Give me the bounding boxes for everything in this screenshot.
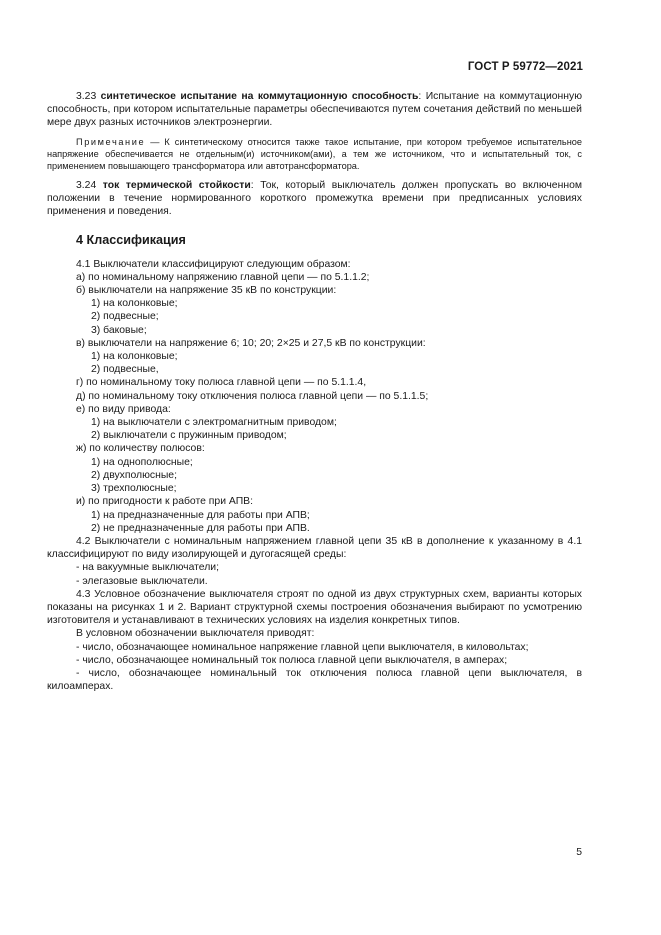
- list-item: 4.3 Условное обозначение выключателя строят по одной из двух структурных схем, варианты которых показаны на рисунках 1 и 2. Вариант структурной схемы построения обозначения выбирают по усмотрению изготовителя и устанавливают в технических условиях на изделия конкретных типов.: [47, 588, 582, 627]
- list-item: 1) на предназначенные для работы при АПВ;: [91, 509, 310, 521]
- list-item: и) по пригодности к работе при АПВ:: [76, 496, 253, 508]
- list-item: - на вакуумные выключатели;: [76, 562, 219, 574]
- list-item: 4.2 Выключатели с номинальным напряжением главной цепи 35 кВ в дополнение к указанному в 4.1 классифицируют по виду изолирующей и дугогасящей среды:: [47, 535, 582, 561]
- standard-code: ГОСТ Р 59772—2021: [467, 61, 583, 73]
- list-item: В условном обозначении выключателя приводят:: [76, 628, 315, 640]
- note-text: — К синтетическому относится также такое испытание, при котором требуемое испытательное напряжение обеспечивается не отдельным(и) источником(ами), а тем же источником, что и испытательный ток, с применением повышающего трансформатора или автотрансформатора.: [47, 136, 582, 172]
- list-item: 1) на выключатели с электромагнитным приводом;: [91, 417, 337, 429]
- term-3-23: [47, 90, 582, 130]
- list-item: 1) на колонковые;: [91, 351, 178, 363]
- list-item: г) по номинальному току полюса главной цепи — по 5.1.1.4,: [76, 377, 367, 389]
- list-item: 3) трехполюсные;: [91, 483, 177, 495]
- list-item: 1) на колонковые;: [91, 298, 178, 310]
- list-item: 4.1 Выключатели классифицируют следующим образом:: [76, 258, 351, 270]
- term-name: синтетическое испытание на коммутационную способность: [100, 91, 419, 102]
- term-definition: : Ток, который выключатель должен пропускать во включенном положении в течение нормированного короткого промежутка времени при предписанных условиях применения и поведения.: [47, 179, 582, 218]
- list-item: 2) двухполюсные;: [91, 469, 177, 481]
- term-definition: : Испытание на коммутационную способность, при котором испытательные параметры обеспечиваются путем сочетания действий по меньшей мере двух разных источников электроэнергии.: [47, 91, 582, 129]
- list-item: д) по номинальному току отключения полюса главной цепи — по 5.1.1.5;: [76, 390, 429, 402]
- term-number: 3.24: [76, 179, 103, 191]
- list-item: - число, обозначающее номинальный ток полюса главной цепи выключателя, в амперах;: [76, 654, 508, 666]
- list-item: - число, обозначающее номинальный ток отключения полюса главной цепи выключателя, в килоамперах.: [47, 667, 582, 693]
- list-item: ж) по количеству полюсов:: [76, 443, 205, 455]
- note-label: Примечание: [76, 136, 146, 147]
- list-item: 2) не предназначенные для работы при АПВ.: [91, 522, 310, 534]
- list-item: 2) подвесные,: [91, 364, 159, 376]
- list-item: - элегазовые выключатели.: [76, 575, 208, 587]
- list-item: б) выключатели на напряжение 35 кВ по конструкции:: [76, 285, 337, 297]
- term-3-24: [47, 179, 582, 219]
- page-content: [47, 90, 582, 693]
- list-item: 1) на однополюсные;: [91, 456, 193, 468]
- list-item: - число, обозначающее номинальное напряжение главной цепи выключателя, в киловольтах;: [76, 641, 529, 653]
- term-number: 3.23: [76, 91, 101, 102]
- page-number: 5: [576, 847, 582, 858]
- list-item: е) по виду привода:: [76, 403, 171, 415]
- list-item: 2) подвесные;: [91, 311, 159, 323]
- list-item: в) выключатели на напряжение 6; 10; 20; 2×25 и 27,5 кВ по конструкции:: [76, 337, 426, 349]
- term-name: ток термической стойкости: [102, 179, 251, 191]
- note: [47, 136, 582, 173]
- list-item: 3) баковые;: [91, 324, 147, 336]
- section-heading: 4 Классификация: [76, 233, 186, 248]
- list-item: 2) выключатели с пружинным приводом;: [91, 430, 287, 442]
- list-item: а) по номинальному напряжению главной цепи — по 5.1.1.2;: [76, 271, 370, 283]
- classification-list: [47, 258, 582, 694]
